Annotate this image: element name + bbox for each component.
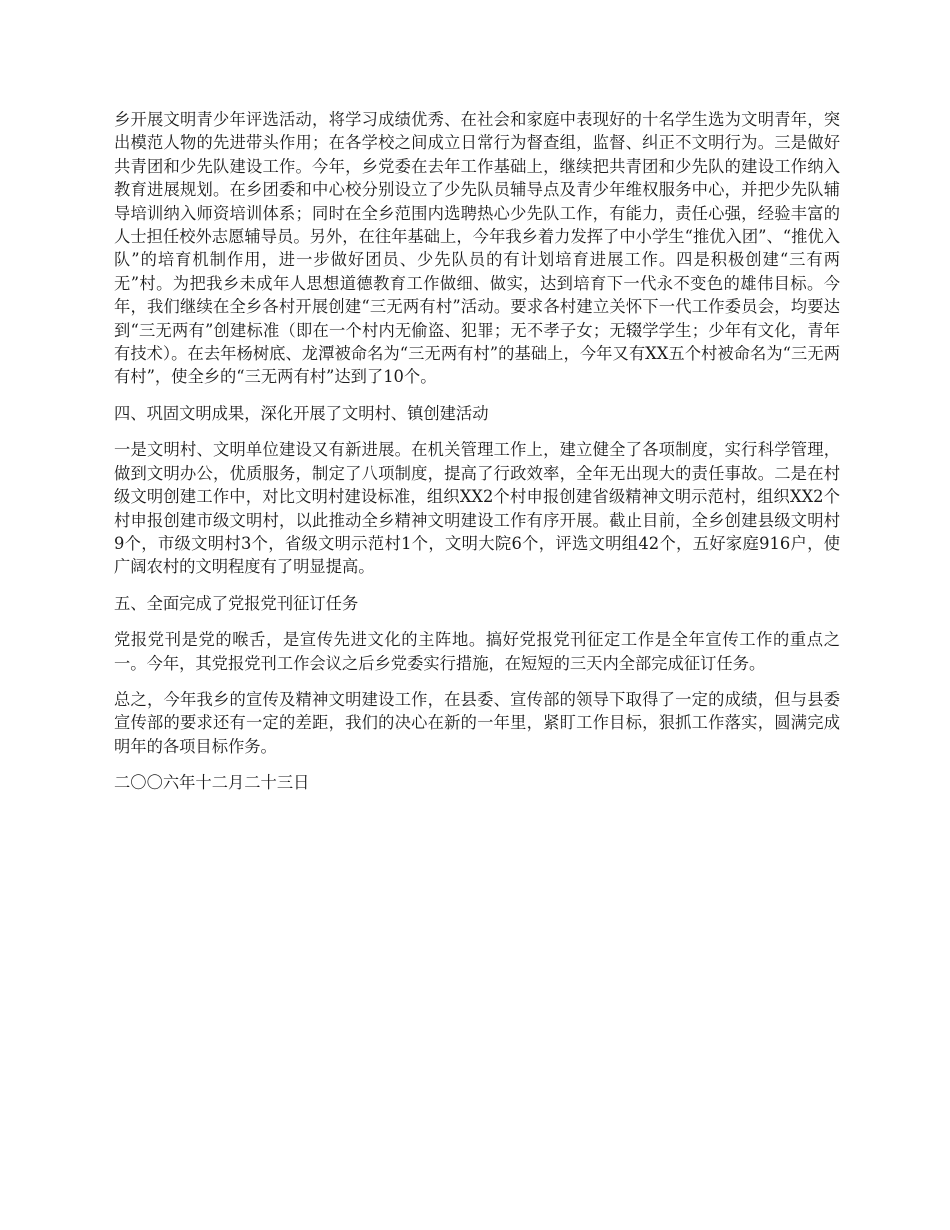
section-heading-party-newspapers: 五、全面完成了党报党刊征订任务 <box>114 593 359 613</box>
document-date: 二〇〇六年十二月二十三日 <box>114 773 310 793</box>
paragraph-civilized-village: 一是文明村、文明单位建设又有新进展。在机关管理工作上，建立健全了各项制度，实行科学管理，做到文明办公，优质服务，制定了八项制度，提高了行政效率，全年无出现大的责任事故。二是在村级文明创建工作中，对比文明村建设标准，组织XX2个村申报创建省级精神文明示范村，组织XX2个村申报创建市级文明村，以此推动全乡精神文明建设工作有序开展。截止目前，全乡创建县级文明村9个，市级文明村3个，省级文明示范村1个，文明大院6个，评选文明组42个，五好家庭916户，使广阔农村的文明程度有了明显提高。 <box>114 440 840 577</box>
paragraph-summary: 总之，今年我乡的宣传及精神文明建设工作，在县委、宣传部的领导下取得了一定的成绩，但与县委宣传部的要求还有一定的差距，我们的决心在新的一年里，紧盯工作目标，狠抓工作落实，圆满完成明年的各项目标作务。 <box>114 689 840 756</box>
paragraph-party-newspapers: 党报党刊是党的喉舌，是宣传先进文化的主阵地。搞好党报党刊征定工作是全年宣传工作的重点之一。今年，其党报党刊工作会议之后乡党委实行措施，在短短的三天内全部完成征订任务。 <box>114 630 840 673</box>
document-body <box>114 108 840 795</box>
paragraph-youth-activities: 乡开展文明青少年评选活动，将学习成绩优秀、在社会和家庭中表现好的十名学生选为文明青年，突出模范人物的先进带头作用；在各学校之间成立日常行为督查组，监督、纠正不文明行为。三是做好共青团和少先队建设工作。今年，乡党委在去年工作基础上，继续把共青团和少先队的建设工作纳入教育进展规划。在乡团委和中心校分别设立了少先队员辅导点及青少年维权服务中心，并把少先队辅导培训纳入师资培训体系；同时在全乡范围内选聘热心少先队工作，有能力，责任心强，经验丰富的人士担任校外志愿辅导员。另外，在往年基础上，今年我乡着力发挥了中小学生“推优入团”、“推优入队”的培育机制作用，进一步做好团员、少先队员的有计划培育进展工作。四是积极创建“三有两无”村。为把我乡未成年人思想道德教育工作做细、做实，达到培育下一代永不变色的雄伟目标。今年，我们继续在全乡各村开展创建“三无两有村”活动。要求各村建立关怀下一代工作委员会，均要达到“三无两有”创建标准（即在一个村内无偷盗、犯罪；无不孝子女；无辍学学生；少年有文化，青年有技术）。在去年杨树底、龙潭被命名为“三无两有村”的基础上，今年又有XX五个村被命名为“三无两有村”，使全乡的“三无两有村”达到了10个。 <box>114 110 840 387</box>
section-heading-civilized-village: 四、巩固文明成果，深化开展了文明村、镇创建活动 <box>114 403 489 423</box>
